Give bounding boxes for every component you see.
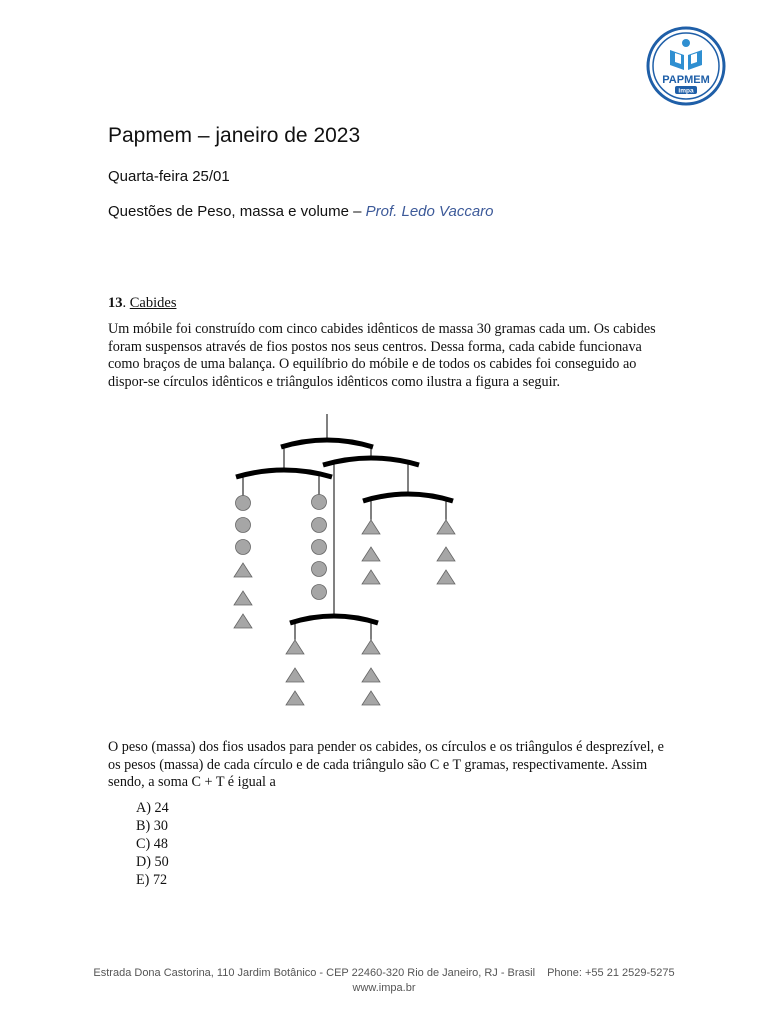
circle-weight: [236, 496, 251, 511]
question-intro: Um móbile foi construído com cinco cabides idênticos de massa 30 gramas cada um. Os cabides foram suspensos através de fios postos nos seus centros. Dessa forma, cada cabide funcionava como braços de uma balança. O equilíbrio do móbile e de todos os cabides foi conseguido ao dispor-se círculos idênticos e triângulos idênticos como ilustra a figura a seguir.: [108, 321, 656, 390]
footer: [0, 966, 768, 996]
triangle-weight: [234, 614, 252, 628]
triangle-weight: [362, 691, 380, 705]
option-d: D) 50: [136, 854, 169, 870]
circle-weight: [312, 585, 327, 600]
date-line: Quarta-feira 25/01: [108, 168, 230, 185]
question-number: 13: [108, 295, 123, 311]
hanger-right: [363, 494, 453, 501]
triangle-weight: [234, 563, 252, 577]
page-title: Papmem – janeiro de 2023: [108, 124, 361, 147]
triangle-weight: [437, 520, 455, 534]
question-statement: O peso (massa) dos fios usados para pender os cabides, os círculos e os triângulos é desprezível, e os pesos (massa) de cada círculo e de cada triângulo são C e T gramas, respectivamente. Assim sendo, a soma C + T é igual a: [108, 739, 664, 790]
question-heading: 13. Cabides: [108, 295, 177, 311]
question-name: Cabides: [129, 295, 177, 311]
hanger-left: [236, 470, 332, 477]
footer-address: Estrada Dona Castorina, 110 Jardim Botânico - CEP 22460-320 Rio de Janeiro, RJ - Brasil: [93, 967, 536, 979]
circle-weight: [312, 518, 327, 533]
triangle-weight: [286, 668, 304, 682]
mobile-figure: [220, 410, 470, 710]
circle-weight: [236, 540, 251, 555]
triangle-weight: [362, 547, 380, 561]
triangle-weight: [362, 570, 380, 584]
triangle-weight: [362, 640, 380, 654]
triangle-weight: [437, 570, 455, 584]
footer-phone: Phone: +55 21 2529-5275: [547, 967, 675, 979]
circle-weight: [236, 518, 251, 533]
hanger-bottom: [290, 616, 378, 623]
triangle-weight: [234, 591, 252, 605]
circle-weight: [312, 562, 327, 577]
triangle-weight: [286, 640, 304, 654]
triangle-weight: [362, 520, 380, 534]
hanger-middle: [323, 458, 419, 465]
triangle-weight: [362, 668, 380, 682]
option-e: E) 72: [136, 872, 168, 888]
option-a: A) 24: [136, 800, 169, 816]
triangle-weight: [286, 691, 304, 705]
topic-line: [108, 203, 494, 220]
footer-website: www.impa.br: [352, 982, 416, 994]
hanger-top: [281, 440, 373, 447]
logo-sub: impa: [678, 87, 694, 95]
option-c: C) 48: [136, 836, 168, 852]
author-name: Prof. Ledo Vaccaro: [365, 203, 494, 220]
circle-weight: [312, 495, 327, 510]
logo-name: PAPMEM: [662, 74, 710, 86]
topic-prefix: Questões de Peso, massa e volume –: [108, 203, 366, 220]
papmem-logo: [646, 26, 726, 106]
option-b: B) 30: [136, 818, 168, 834]
circle-weight: [312, 540, 327, 555]
answer-options: [136, 799, 169, 889]
triangle-weight: [437, 547, 455, 561]
